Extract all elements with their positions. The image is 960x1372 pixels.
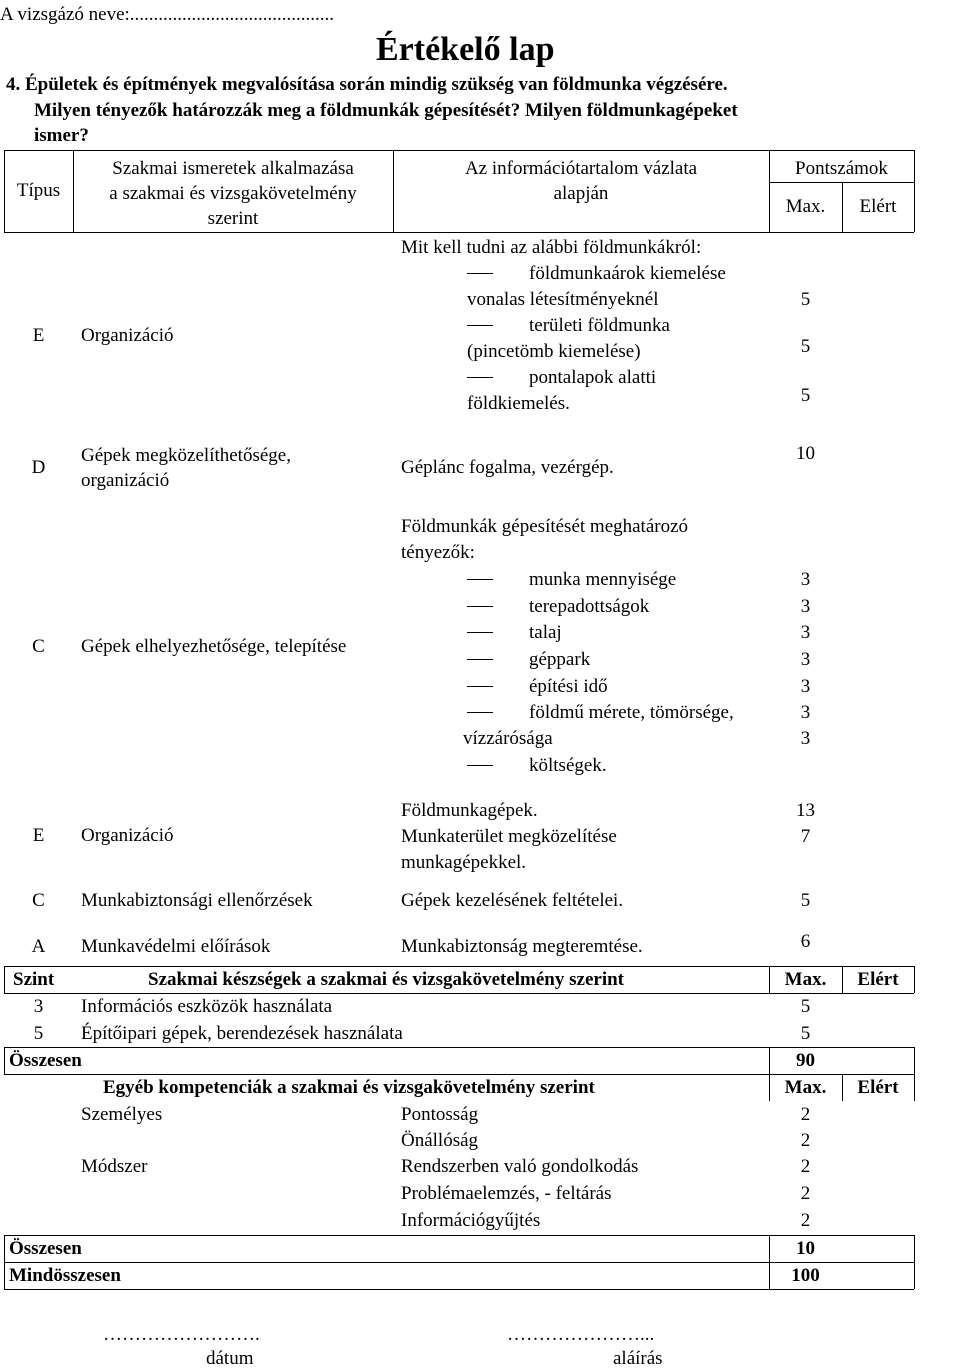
row-5-type: C xyxy=(32,890,45,911)
dash-bullet-icon xyxy=(467,273,493,274)
row-3-line: géppark xyxy=(463,647,590,673)
grand-total-label: Mindösszesen xyxy=(9,1265,121,1286)
row-3-line: költségek. xyxy=(463,753,607,779)
row-1-line: Mit kell tudni az alábbi földmunkákról: xyxy=(401,237,702,258)
row-1-line: (pincetömb kiemelése) xyxy=(467,341,641,362)
row-2-content: Géplánc fogalma, vezérgép. xyxy=(401,457,614,478)
signature-label: aláírás xyxy=(613,1348,663,1369)
row-4-points: 7 xyxy=(800,826,811,847)
table-row-item: Pontosság xyxy=(401,1104,479,1125)
date-dots: ……………………. xyxy=(103,1324,260,1345)
row-2-skill: organizáció xyxy=(81,470,170,491)
dash-bullet-icon xyxy=(467,377,493,378)
table-row-max: 5 xyxy=(800,996,811,1017)
header-skills-line-3: szerint xyxy=(207,208,259,229)
table-3-header-elert: Elért xyxy=(857,1077,899,1098)
row-3-line: vízzárósága xyxy=(463,728,553,749)
table-3-total-value: 10 xyxy=(796,1238,815,1259)
row-1-line: pontalapok alatti xyxy=(463,365,656,391)
row-5-content: Gépek kezelésének feltételei. xyxy=(401,890,624,911)
table-row-max: 2 xyxy=(800,1156,811,1177)
row-3-line: tényezők: xyxy=(401,542,475,563)
row-6-type: A xyxy=(31,936,46,957)
row-1-points: 5 xyxy=(800,385,811,406)
row-3-skill: Gépek elhelyezhetősége, telepítése xyxy=(81,636,347,657)
row-1-points: 5 xyxy=(800,289,811,310)
table-2-header-level: Szint xyxy=(13,969,55,990)
row-3-points: 3 xyxy=(800,702,811,723)
row-6-content: Munkabiztonság megteremtése. xyxy=(401,936,643,957)
dash-bullet-icon xyxy=(467,712,493,713)
table-row-level: 3 xyxy=(33,996,44,1017)
table-row-max: 2 xyxy=(800,1130,811,1151)
table-row-group: Személyes xyxy=(81,1104,163,1125)
dash-bullet-icon xyxy=(467,579,493,580)
table-2-total-label: Összesen xyxy=(9,1050,82,1071)
row-6-skill: Munkavédelmi előírások xyxy=(81,936,271,957)
row-2-skill: Gépek megközelíthetősége, xyxy=(81,445,291,466)
dash-bullet-icon xyxy=(467,606,493,607)
row-3-line: munka mennyisége xyxy=(463,567,676,593)
row-4-points: 13 xyxy=(796,800,815,821)
row-2-points: 10 xyxy=(796,443,815,464)
row-2-type: D xyxy=(31,457,46,478)
row-1-type: E xyxy=(32,325,45,346)
table-row-item: Információgyűjtés xyxy=(401,1210,541,1231)
table-row-skill: Építőipari gépek, berendezések használata xyxy=(81,1023,403,1044)
row-4-line: Földmunkagépek. xyxy=(401,800,538,821)
row-1-line: vonalas létesítményeknél xyxy=(467,289,659,310)
table-3-header-title: Egyéb kompetenciák a szakmai és vizsgakövetelmény szerint xyxy=(103,1077,595,1098)
table-row-max: 2 xyxy=(800,1210,811,1231)
table-row-skill: Információs eszközök használata xyxy=(81,996,333,1017)
signature-dots: …………………... xyxy=(507,1324,655,1345)
row-3-points: 3 xyxy=(800,569,811,590)
question-line-2: Milyen tényezők határozzák meg a földmunkák gépesítését? Milyen földmunkagépeket xyxy=(34,100,738,121)
date-label: dátum xyxy=(206,1348,254,1369)
dash-bullet-icon xyxy=(467,632,493,633)
row-3-points: 3 xyxy=(800,649,811,670)
dash-bullet-icon xyxy=(467,686,493,687)
dash-bullet-icon xyxy=(467,765,493,766)
header-info-line-2: alapján xyxy=(553,183,609,204)
row-3-points: 3 xyxy=(800,676,811,697)
row-4-line: munkagépekkel. xyxy=(401,852,527,873)
row-5-skill: Munkabiztonsági ellenőrzések xyxy=(81,890,313,911)
row-3-line: talaj xyxy=(463,620,562,646)
header-skills-line-2: a szakmai és vizsgakövetelmény xyxy=(109,183,357,204)
row-3-line: terepadottságok xyxy=(463,594,649,620)
table-2-header-elert: Elért xyxy=(857,969,899,990)
header-info-line-1: Az információtartalom vázlata xyxy=(464,158,698,179)
header-elert: Elért xyxy=(859,196,897,217)
table-3-header-max: Max. xyxy=(784,1077,827,1098)
table-row-max: 5 xyxy=(800,1023,811,1044)
row-1-line: területi földmunka xyxy=(463,313,670,339)
table-2-total-value: 90 xyxy=(796,1050,815,1071)
row-1-skill: Organizáció xyxy=(81,325,174,346)
candidate-name-label: A vizsgázó neve:........................................... xyxy=(0,4,335,25)
row-3-line: Földmunkák gépesítését meghatározó xyxy=(401,516,689,537)
row-3-line: földmű mérete, tömörsége, xyxy=(463,700,734,726)
dash-bullet-icon xyxy=(467,659,493,660)
table-2-header-title: Szakmai készségek a szakmai és vizsgakövetelmény szerint xyxy=(148,969,624,990)
row-3-points: 3 xyxy=(800,596,811,617)
row-5-points: 5 xyxy=(800,890,811,911)
row-3-points: 3 xyxy=(800,622,811,643)
row-1-line: földkiemelés. xyxy=(467,393,570,414)
dash-bullet-icon xyxy=(467,325,493,326)
table-row-max: 2 xyxy=(800,1183,811,1204)
table-row-item: Rendszerben való gondolkodás xyxy=(401,1156,639,1177)
question-line-3: ismer? xyxy=(34,125,89,146)
row-3-line: építési idő xyxy=(463,674,608,700)
table-2-header-max: Max. xyxy=(784,969,827,990)
table-row-item: Problémaelemzés, - feltárás xyxy=(401,1183,612,1204)
table-row-max: 2 xyxy=(800,1104,811,1125)
row-1-line: földmunkaárok kiemelése xyxy=(463,261,726,287)
grand-total-value: 100 xyxy=(791,1265,820,1286)
row-6-points: 6 xyxy=(800,931,811,952)
row-3-points: 3 xyxy=(800,728,811,749)
header-points: Pontszámok xyxy=(795,158,888,179)
page-title: Értékelő lap xyxy=(376,31,555,68)
header-tipus: Típus xyxy=(16,180,61,201)
row-4-skill: Organizáció xyxy=(81,825,174,846)
header-max: Max. xyxy=(785,196,826,217)
header-skills-line-1: Szakmai ismeretek alkalmazása xyxy=(112,158,354,179)
row-3-type: C xyxy=(32,636,45,657)
table-row-group: Módszer xyxy=(81,1156,148,1177)
table-row-level: 5 xyxy=(33,1023,44,1044)
table-row-item: Önállóság xyxy=(401,1130,479,1151)
question-line-1: 4. Épületek és építmények megvalósítása során mindig szükség van földmunka végzésére. xyxy=(6,74,728,95)
row-1-points: 5 xyxy=(800,336,811,357)
table-3-total-label: Összesen xyxy=(9,1238,82,1259)
row-4-line: Munkaterület megközelítése xyxy=(401,826,617,847)
row-4-type: E xyxy=(32,825,45,846)
